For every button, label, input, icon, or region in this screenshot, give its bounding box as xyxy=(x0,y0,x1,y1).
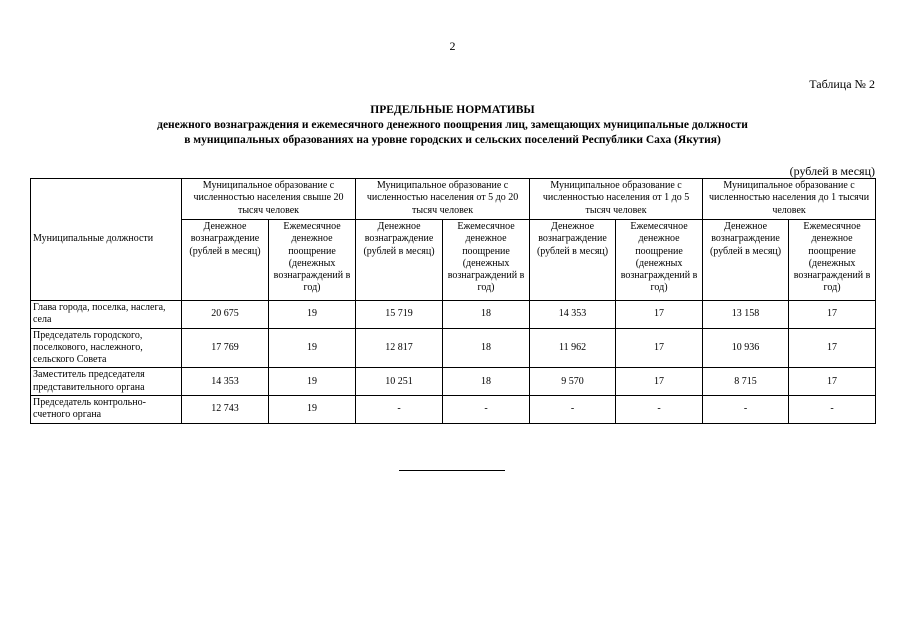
table-cell: 11 962 xyxy=(530,328,616,368)
table-cell: 12 743 xyxy=(182,396,269,424)
group-header-3: Муниципальное образование с численностью населения от 1 до 5 тысяч человек xyxy=(530,179,703,220)
table-cell: 18 xyxy=(443,301,530,329)
table-cell: 17 xyxy=(789,368,876,396)
table-cell: - xyxy=(703,396,789,424)
subheader-reward: Денежное вознаграждение (рублей в месяц) xyxy=(530,220,616,301)
title-line-2: денежного вознаграждения и ежемесячного денежного поощрения лиц, замещающих муниципальные должности xyxy=(157,119,748,131)
position-name: Заместитель председателя представительного органа xyxy=(31,368,182,396)
table-cell: 17 xyxy=(789,328,876,368)
table-cell: - xyxy=(530,396,616,424)
table-cell: 17 xyxy=(616,368,703,396)
table-cell: 17 xyxy=(789,301,876,329)
table-row xyxy=(31,368,876,396)
norms-table xyxy=(30,178,876,424)
position-name: Председатель контрольно-счетного органа xyxy=(31,396,182,424)
table-cell: - xyxy=(616,396,703,424)
units-note: (рублей в месяц) xyxy=(789,164,875,178)
group-header-2: Муниципальное образование с численностью населения от 5 до 20 тысяч человек xyxy=(356,179,530,220)
table-cell: 13 158 xyxy=(703,301,789,329)
table-cell: 19 xyxy=(269,301,356,329)
subheader-reward: Денежное вознаграждение (рублей в месяц) xyxy=(356,220,443,301)
table-cell: 19 xyxy=(269,368,356,396)
table-cell: 12 817 xyxy=(356,328,443,368)
table-cell: 17 xyxy=(616,328,703,368)
subheader-reward: Денежное вознаграждение (рублей в месяц) xyxy=(182,220,269,301)
table-cell: - xyxy=(789,396,876,424)
table-cell: 9 570 xyxy=(530,368,616,396)
subheader-bonus: Ежемесячное денежное поощрение (денежных вознаграждений в год) xyxy=(789,220,876,301)
table-cell: 18 xyxy=(443,368,530,396)
table-cell: 8 715 xyxy=(703,368,789,396)
table-number: Таблица № 2 xyxy=(809,77,875,91)
row-header: Муниципальные должности xyxy=(31,179,182,301)
table-cell: 10 936 xyxy=(703,328,789,368)
table-cell: 17 769 xyxy=(182,328,269,368)
group-header-4: Муниципальное образование с численностью населения до 1 тысячи человек xyxy=(703,179,876,220)
title-line-1: ПРЕДЕЛЬНЫЕ НОРМАТИВЫ xyxy=(370,104,535,116)
page-number: 2 xyxy=(449,39,456,53)
table-cell: 14 353 xyxy=(182,368,269,396)
subheader-reward: Денежное вознаграждение (рублей в месяц) xyxy=(703,220,789,301)
table-cell: 19 xyxy=(269,328,356,368)
position-name: Председатель городского, поселкового, наслежного, сельского Совета xyxy=(31,328,182,368)
table-cell: 20 675 xyxy=(182,301,269,329)
position-name: Глава города, поселка, наслега, села xyxy=(31,301,182,329)
table-cell: - xyxy=(356,396,443,424)
table-cell: - xyxy=(443,396,530,424)
table-row xyxy=(31,396,876,424)
table-cell: 17 xyxy=(616,301,703,329)
document-title xyxy=(0,103,905,148)
table-cell: 14 353 xyxy=(530,301,616,329)
group-header-1: Муниципальное образование с численностью населения свыше 20 тысяч человек xyxy=(182,179,356,220)
table-cell: 10 251 xyxy=(356,368,443,396)
subheader-bonus: Ежемесячное денежное поощрение (денежных вознаграждений в год) xyxy=(616,220,703,301)
table-row xyxy=(31,328,876,368)
subheader-bonus: Ежемесячное денежное поощрение (денежных вознаграждений в год) xyxy=(269,220,356,301)
table-cell: 15 719 xyxy=(356,301,443,329)
table-cell: 19 xyxy=(269,396,356,424)
title-line-3: в муниципальных образованиях на уровне городских и сельских поселений Республики Саха (Якутия) xyxy=(184,134,721,146)
table-row xyxy=(31,301,876,329)
subheader-bonus: Ежемесячное денежное поощрение (денежных вознаграждений в год) xyxy=(443,220,530,301)
closing-rule xyxy=(399,470,505,471)
table-cell: 18 xyxy=(443,328,530,368)
